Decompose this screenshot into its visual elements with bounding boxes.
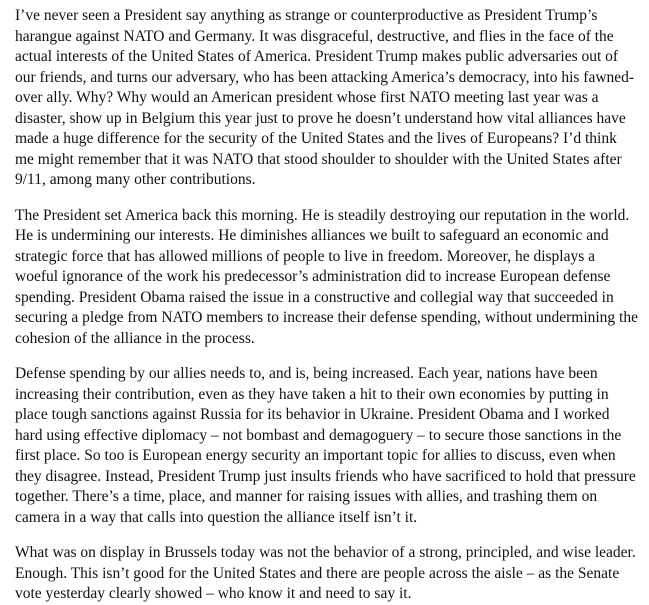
paragraph-3: Defense spending by our allies needs to, and is, being increased. Each year, nations have been increasing their contribution, even as they have taken a hit to their own economies by putting in place tough sanctions against Russia for its behavior in Ukraine. President Obama and I worked hard using effective diplomacy – not bombast and demagoguery – to secure those sanctions in the first place. So too is European energy security an important topic for allies to discuss, even when they disagree. Instead, President Trump just insults friends who have sacrificed to hold that pressure together. There’s a time, place, and manner for raising issues with allies, and trashing them on camera in a way that calls into question the alliance itself isn’t it.: [15, 365, 636, 526]
paragraph-4: What was on display in Brussels today was not the behavior of a strong, principled, and wise leader. Enough. This isn’t good for the United States and there are people across the aisle – as the Senate vote yesterday clearly showed – who know it and need to say it.: [15, 544, 636, 602]
paragraph-2: The President set America back this morning. He is steadily destroying our reputation in the world. He is undermining our interests. He diminishes alliances we built to safeguard an economic and strategic force that has allowed millions of people to live in freedom. Moreover, he displays a woeful ignorance of the work his predecessor’s administration did to increase European defense spending. President Obama raised the issue in a constructive and collegial way that succeeded in securing a pledge from NATO members to increase their defense spending, without undermining the cohesion of the alliance in the process.: [15, 206, 638, 347]
paragraph-1: I’ve never seen a President say anything as strange or counterproductive as President Trump’s harangue against NATO and Germany. It was disgraceful, destructive, and flies in the face of the actual interests of the United States of America. President Trump makes public adversaries out of our friends, and turns our adversary, who has been attacking America’s democracy, into his fawned-over ally. Why? Why would an American president whose first NATO meeting last year was a disaster, show up in Belgium this year just to prove he doesn’t understand how vital alliances have made a huge difference for the security of the United States and the lives of Europeans? I’d think me might remember that it was NATO that stood shoulder to shoulder with the United States after 9/11, among many other contributions.: [15, 7, 635, 188]
